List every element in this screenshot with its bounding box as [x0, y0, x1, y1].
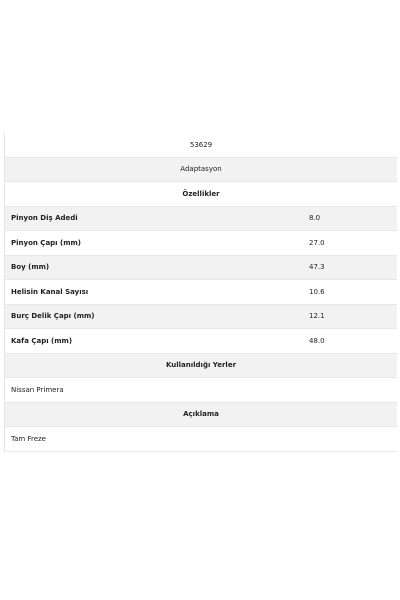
usage-value: Nissan Primera	[11, 385, 64, 394]
feature-row	[5, 280, 397, 305]
description-heading: Açıklama	[183, 410, 219, 419]
spec-table	[4, 133, 397, 452]
feature-value: 48.0	[309, 336, 325, 345]
fit-type-row	[5, 158, 397, 183]
feature-label: Boy (mm)	[11, 263, 50, 272]
description-value: Tam Freze	[11, 434, 46, 443]
description-row	[5, 427, 397, 452]
feature-label: Helisin Kanal Sayısı	[11, 287, 89, 296]
usage-heading: Kullanıldığı Yerler	[165, 361, 237, 370]
usage-heading-row	[5, 354, 397, 379]
feature-value: 12.1	[309, 312, 325, 321]
feature-row	[5, 231, 397, 256]
feature-label: Burç Delik Çapı (mm)	[11, 312, 95, 321]
feature-value: 27.0	[309, 238, 325, 247]
usage-row	[5, 378, 397, 403]
feature-row	[5, 305, 397, 330]
features-heading: Özellikler	[182, 189, 220, 198]
feature-label: Pinyon Diş Adedi	[11, 214, 78, 223]
feature-value: 47.3	[309, 263, 325, 272]
product-code-row	[5, 133, 397, 158]
description-heading-row	[5, 403, 397, 428]
feature-value: 10.6	[309, 287, 325, 296]
product-code: 53629	[189, 140, 213, 149]
feature-value: 8.0	[309, 214, 321, 223]
feature-label: Pinyon Çapı (mm)	[11, 238, 81, 247]
feature-label: Kafa Çapı (mm)	[11, 336, 73, 345]
features-heading-row	[5, 182, 397, 207]
fit-type: Adaptasyon	[180, 165, 222, 174]
feature-row	[5, 256, 397, 281]
feature-row	[5, 329, 397, 354]
feature-row	[5, 207, 397, 232]
